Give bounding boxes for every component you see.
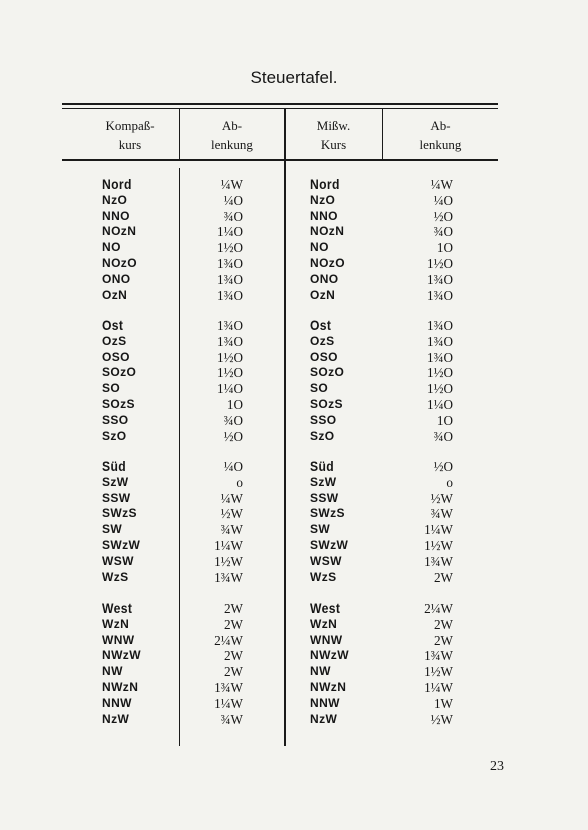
header-ablenkung-2 [383,113,498,157]
table-row [0,680,588,696]
ablenkung-1-cell: 1¼W [214,695,243,711]
missw-kurs-cell: WNW [310,632,343,647]
missw-kurs-cell: SSO [310,412,337,427]
ablenkung-1-cell: ¾O [223,208,243,224]
table-row [0,256,588,272]
ablenkung-2-cell: ¾O [433,224,453,240]
row-group [0,177,588,303]
kompass-kurs-cell: NWzW [102,648,141,663]
ablenkung-1-cell: 1¾O [216,287,243,303]
header-rule [62,159,498,161]
missw-kurs-cell: OzN [310,287,336,302]
table-row [0,664,588,680]
kompass-kurs-cell: NzW [102,711,130,726]
table-row [0,381,588,397]
table-top-rule-thick [62,103,498,105]
ablenkung-1-cell: 1½W [214,553,243,569]
kompass-kurs-cell: SOzS [102,396,135,411]
ablenkung-1-cell: 2W [223,648,243,664]
table-row [0,318,588,334]
ablenkung-2-cell: 2W [433,616,453,632]
ablenkung-1-cell: 1¼O [216,381,243,397]
table-row [0,522,588,538]
ablenkung-1-cell: 1¾O [216,318,243,333]
kompass-kurs-cell: SzW [102,474,129,489]
missw-kurs-cell: Süd [310,459,335,474]
ablenkung-1-cell: 1½O [216,349,243,365]
table-row [0,491,588,507]
ablenkung-2-cell: 1½W [424,664,453,680]
kompass-kurs-cell: Ost [102,318,124,333]
header-missw-line2: Kurs [320,137,347,152]
ablenkung-1-cell: ½O [223,428,243,444]
ablenkung-2-cell: 1¾O [426,349,453,365]
page-number: 23 [490,759,504,774]
table-row [0,177,588,193]
ablenkung-2-cell: 1W [433,695,453,711]
ablenkung-1-cell: ¾W [220,711,243,727]
ablenkung-2-cell: 1½O [426,381,453,397]
ablenkung-1-cell: 1¾O [216,333,243,349]
missw-kurs-cell: SO [310,381,329,396]
ablenkung-2-cell: 1¾W [424,553,453,569]
ablenkung-2-cell: o [446,474,453,490]
header-missw-line1: Mißw. [316,118,351,133]
kompass-kurs-cell: NW [102,664,123,679]
ablenkung-2-cell: ½O [433,459,453,474]
kompass-kurs-cell: NWzN [102,679,139,694]
ablenkung-2-cell: 1¾O [426,271,453,287]
missw-kurs-cell: NW [310,664,331,679]
missw-kurs-cell: SOzS [310,396,343,411]
missw-kurs-cell: NOzO [310,255,345,270]
table-row [0,429,588,445]
table-row [0,288,588,304]
kompass-kurs-cell: SSO [102,412,129,427]
table-row [0,601,588,617]
ablenkung-2-cell: 1O [436,240,453,256]
ablenkung-1-cell: ½W [220,506,243,522]
kompass-kurs-cell: SWzW [102,537,141,552]
kompass-kurs-cell: Nord [102,177,132,192]
ablenkung-1-cell: 2W [223,601,243,616]
header-missw-kurs [285,113,382,157]
page-title: Steuertafel. [250,68,338,87]
ablenkung-2-cell: 1½O [426,255,453,271]
missw-kurs-cell: SOzO [310,365,345,380]
header-kompass-line2: kurs [118,137,142,152]
kompass-kurs-cell: WzS [102,569,129,584]
table-row [0,224,588,240]
table-row [0,554,588,570]
kompass-kurs-cell: OSO [102,349,130,364]
kompass-kurs-cell: WNW [102,632,135,647]
missw-kurs-cell: NO [310,240,329,255]
missw-kurs-cell: SWzS [310,506,345,521]
kompass-kurs-cell: NOzO [102,255,137,270]
ablenkung-1-cell: ¾W [220,522,243,538]
table-row [0,240,588,256]
ablenkung-2-cell: 1¾O [426,333,453,349]
kompass-kurs-cell: SO [102,381,121,396]
missw-kurs-cell: ONO [310,271,339,286]
ablenkung-1-cell: 2W [223,616,243,632]
ablenkung-2-cell: 1¼W [424,679,453,695]
ablenkung-1-cell: 2W [223,664,243,680]
ablenkung-1-cell: 1O [226,396,243,412]
row-group [0,318,588,444]
ablenkung-2-cell: 1½W [424,537,453,553]
kompass-kurs-cell: NO [102,240,121,255]
table-row [0,633,588,649]
row-group [0,459,588,585]
table-row [0,334,588,350]
ablenkung-1-cell: ¼O [223,459,243,474]
ablenkung-1-cell: 1¾W [214,569,243,585]
missw-kurs-cell: WzN [310,616,338,631]
table-row [0,712,588,728]
ablenkung-2-cell: 1O [436,412,453,428]
ablenkung-2-cell: 1¼W [424,522,453,538]
ablenkung-1-cell: 1¼W [214,537,243,553]
missw-kurs-cell: SzW [310,474,337,489]
ablenkung-1-cell: 1¾O [216,271,243,287]
missw-kurs-cell: WzS [310,569,337,584]
table-row [0,570,588,586]
kompass-kurs-cell: NOzN [102,224,137,239]
header-kompass-line1: Kompaß- [105,118,155,133]
missw-kurs-cell: SW [310,522,331,537]
missw-kurs-cell: SSW [310,490,339,505]
ablenkung-1-cell: ¾O [223,412,243,428]
kompass-kurs-cell: NNW [102,695,132,710]
ablenkung-1-cell: 1¾W [214,679,243,695]
ablenkung-1-cell: o [236,474,243,490]
kompass-kurs-cell: SOzO [102,365,137,380]
ablenkung-1-cell: 1¾O [216,255,243,271]
kompass-kurs-cell: OzN [102,287,128,302]
table-row [0,696,588,712]
kompass-kurs-cell: SSW [102,490,131,505]
ablenkung-2-cell: ½W [430,711,453,727]
table-row [0,350,588,366]
table-row [0,272,588,288]
ablenkung-2-cell: ¾O [433,428,453,444]
ablenkung-2-cell: 2¼W [424,601,453,616]
ablenkung-1-cell: 1¼O [216,224,243,240]
ablenkung-2-cell: ½O [433,208,453,224]
missw-kurs-cell: NWzN [310,679,347,694]
table-row [0,538,588,554]
missw-kurs-cell: NNO [310,208,338,223]
table-row [0,506,588,522]
ablenkung-1-cell: ¼W [220,177,243,192]
ablenkung-1-cell: ¼W [220,490,243,506]
kompass-kurs-cell: West [102,601,133,616]
table-row [0,459,588,475]
ablenkung-2-cell: 2W [433,632,453,648]
table-row [0,209,588,225]
ablenkung-1-cell: ¼O [223,192,243,208]
kompass-kurs-cell: NzO [102,192,128,207]
missw-kurs-cell: NWzW [310,648,349,663]
missw-kurs-cell: OzS [310,333,335,348]
ablenkung-1-cell: 1½O [216,240,243,256]
ablenkung-1-cell: 1½O [216,365,243,381]
ablenkung-2-cell: 1¼O [426,396,453,412]
table-row [0,365,588,381]
ablenkung-2-cell: ½W [430,490,453,506]
missw-kurs-cell: NzO [310,192,336,207]
missw-kurs-cell: Ost [310,318,332,333]
ablenkung-2-cell: 1¾O [426,287,453,303]
header-kompass-kurs [82,113,178,157]
header-ab2-line1: Ab- [430,118,451,133]
kompass-kurs-cell: SWzS [102,506,137,521]
kompass-kurs-cell: Süd [102,459,127,474]
missw-kurs-cell: Nord [310,177,340,192]
kompass-kurs-cell: WSW [102,553,134,568]
ablenkung-2-cell: ¾W [430,506,453,522]
table-top-rule-thin [62,108,498,109]
missw-kurs-cell: WSW [310,553,342,568]
missw-kurs-cell: NzW [310,711,338,726]
missw-kurs-cell: SWzW [310,537,349,552]
table-row [0,648,588,664]
kompass-kurs-cell: SW [102,522,123,537]
header-ablenkung-1 [180,113,284,157]
ablenkung-2-cell: ¼W [430,177,453,192]
table-row [0,475,588,491]
header-ab1-line2: lenkung [211,137,253,152]
ablenkung-2-cell: 1¾O [426,318,453,333]
missw-kurs-cell: NNW [310,695,340,710]
missw-kurs-cell: OSO [310,349,338,364]
table-row [0,617,588,633]
table-row [0,413,588,429]
table-row [0,397,588,413]
missw-kurs-cell: NOzN [310,224,345,239]
kompass-kurs-cell: SzO [102,428,127,443]
kompass-kurs-cell: OzS [102,333,127,348]
missw-kurs-cell: SzO [310,428,335,443]
ablenkung-2-cell: ¼O [433,192,453,208]
ablenkung-2-cell: 2W [433,569,453,585]
missw-kurs-cell: West [310,601,341,616]
ablenkung-2-cell: 1½O [426,365,453,381]
table-row [0,193,588,209]
row-group [0,601,588,727]
header-ab1-line1: Ab- [221,118,243,133]
ablenkung-1-cell: 2¼W [214,632,243,648]
kompass-kurs-cell: NNO [102,208,130,223]
ablenkung-2-cell: 1¾W [424,648,453,664]
kompass-kurs-cell: WzN [102,616,130,631]
header-ab2-line2: lenkung [419,137,462,152]
kompass-kurs-cell: ONO [102,271,131,286]
